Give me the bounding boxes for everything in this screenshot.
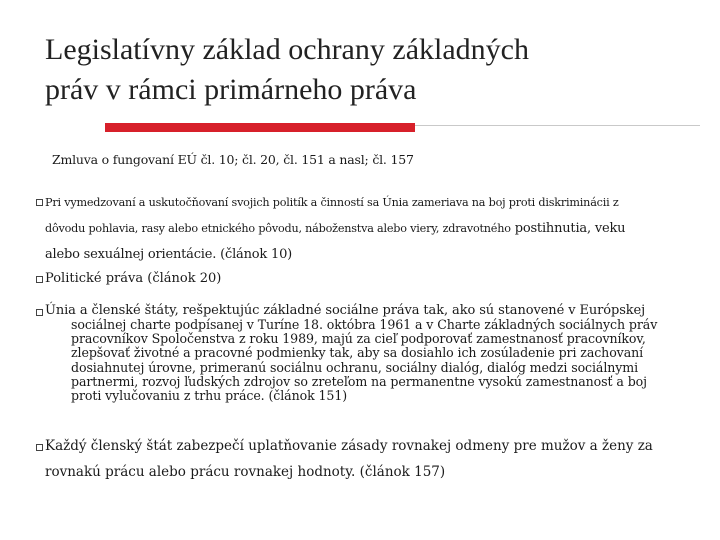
p1-line-2-b: postihnutia, veku — [510, 221, 626, 236]
p4-line-1: Každý členský štát zabezpečí uplatňovanie zásady rovnakej odmeny pre mužov a ženy za — [45, 438, 653, 454]
bullet-checkbox-icon — [36, 444, 43, 451]
p3-rest: sociálnej charte podpísanej v Turíne 18. októbra 1961 a v Charte základných sociálnych práv pracovníkov Spoločenstva z roku 1989, majú za cieľ podporovať zamestnanosť pracovníkov, zlepšovať životné a pracovné podmienky tak, aby sa dosiahlo ich zosúladenie pri zachovaní dosiahnutej úrovne, primeranú sociálnu ochranu, sociálny dialóg, dialóg medzi sociálnymi partnermi, rozvoj ľudských zdrojov so zreteľom na permanentne vysokú zamestnanosť a boj proti vylučovaniu z trhu práce. (článok 151) — [71, 317, 658, 404]
p1-line-1: Pri vymedzovaní a uskutočňovaní svojich politík a činností sa Únia zameriava na boj proti diskriminácii z — [45, 196, 619, 209]
slide-title — [45, 30, 685, 110]
p4-line-2: rovnakú prácu alebo prácu rovnakej hodnoty. (článok 157) — [45, 464, 446, 480]
paragraph-article-151 — [45, 303, 675, 403]
paragraph-article-157 — [45, 433, 685, 485]
bullet-checkbox-icon — [36, 199, 43, 206]
bullet-checkbox-icon — [36, 309, 43, 316]
title-line-2: práv v rámci primárneho práva — [45, 73, 417, 106]
subtitle: Zmluva o fungovaní EÚ čl. 10; čl. 20, čl. 151 a nasl; čl. 157 — [52, 152, 414, 167]
paragraph-article-10 — [45, 190, 685, 268]
title-accent-bar — [105, 123, 415, 132]
bullet-checkbox-icon — [36, 276, 43, 283]
p1-line-2 — [45, 216, 685, 242]
paragraph-article-20: Politické práva (článok 20) — [45, 271, 222, 286]
p3-line-1: Únia a členské štáty, rešpektujúc základné sociálne práva tak, ako sú stanovené v Európskej — [45, 303, 646, 318]
title-line-1: Legislatívny základ ochrany základných — [45, 33, 529, 66]
p1-line-2-a: dôvodu pohlavia, rasy alebo etnického pôvodu, náboženstva alebo viery, zdravotného — [45, 222, 511, 235]
p1-line-3: alebo sexuálnej orientácie. (článok 10) — [45, 247, 293, 262]
